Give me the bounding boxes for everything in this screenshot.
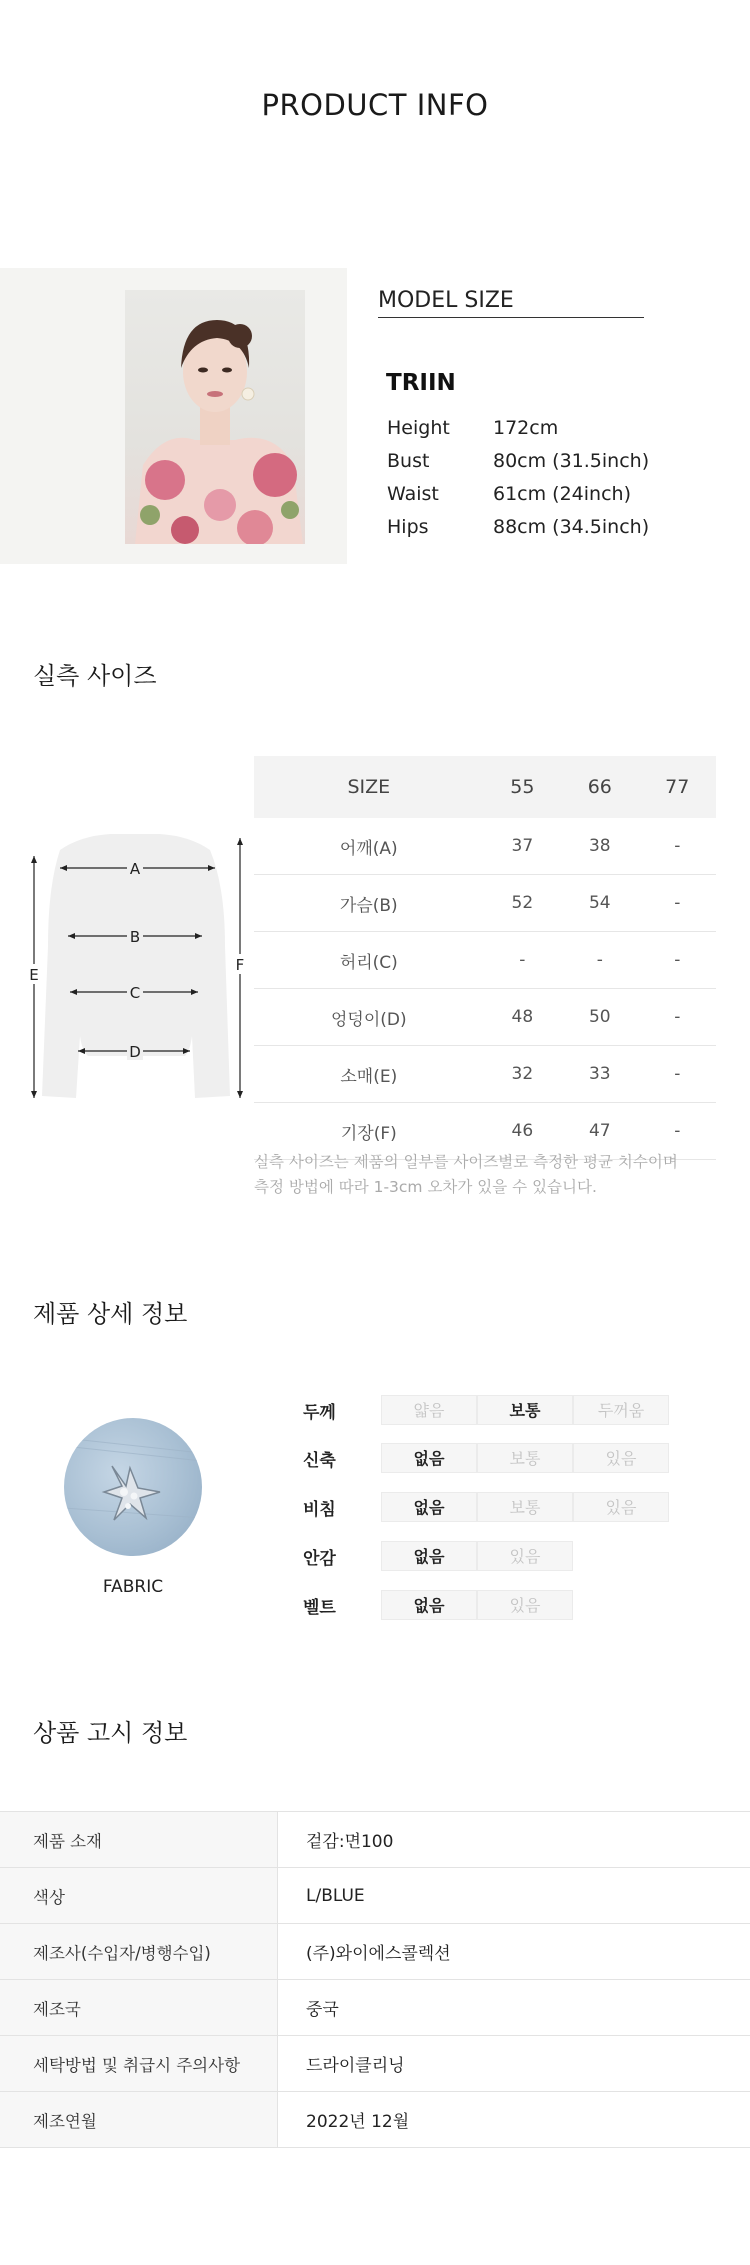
- detail-option-selected: 보통: [477, 1395, 573, 1425]
- size-cell: 38: [561, 818, 638, 875]
- model-row-value: 88cm (34.5inch): [493, 516, 650, 538]
- size-cell: 52: [484, 875, 561, 932]
- model-row-label: Bust: [387, 450, 430, 472]
- model-photo: [125, 290, 305, 544]
- detail-option: 보통: [477, 1492, 573, 1522]
- size-cell: -: [484, 932, 561, 989]
- size-cell: -: [639, 818, 716, 875]
- diagram-label-e: E: [29, 966, 39, 984]
- size-header-cell: 77: [639, 756, 716, 818]
- detail-row-thickness: [303, 1394, 669, 1426]
- size-note: [254, 1150, 724, 1200]
- diagram-label-d: D: [129, 1043, 141, 1061]
- size-row-label: 기장(F): [254, 1103, 484, 1160]
- detail-option: 있음: [573, 1443, 669, 1473]
- detail-label: 신축: [303, 1450, 336, 1471]
- detail-option-selected: 없음: [381, 1443, 477, 1473]
- detail-option-selected: 없음: [381, 1492, 477, 1522]
- diagram-label-b: B: [129, 928, 141, 946]
- notice-section-title: 상품 고시 정보: [33, 1719, 188, 1747]
- size-row-label: 소매(E): [254, 1046, 484, 1103]
- size-row-label: 가슴(B): [254, 875, 484, 932]
- table-row: [254, 1046, 716, 1103]
- size-header-cell: 66: [561, 756, 638, 818]
- size-cell: -: [639, 989, 716, 1046]
- size-cell: -: [639, 875, 716, 932]
- fabric-swatch-image: [64, 1418, 202, 1556]
- size-cell: 33: [561, 1046, 638, 1103]
- size-table: [254, 756, 716, 1160]
- model-measurements: [387, 412, 649, 544]
- notice-key: 제조국: [0, 1980, 278, 2036]
- detail-option-selected: 없음: [381, 1590, 477, 1620]
- detail-option: 보통: [477, 1443, 573, 1473]
- detail-label: 두께: [303, 1402, 336, 1423]
- detail-option: 얇음: [381, 1395, 477, 1425]
- size-cell: -: [639, 932, 716, 989]
- notice-key: 세탁방법 및 취급시 주의사항: [0, 2036, 278, 2092]
- table-row: [0, 2092, 750, 2148]
- size-cell: -: [561, 932, 638, 989]
- model-row-height: [387, 412, 649, 445]
- model-row-value: 172cm: [493, 417, 559, 439]
- detail-label: 비침: [303, 1499, 336, 1520]
- size-cell: 37: [484, 818, 561, 875]
- size-cell: -: [639, 1046, 716, 1103]
- size-cell: -: [639, 1103, 716, 1160]
- notice-value: (주)와이에스콜렉션: [278, 1924, 750, 1980]
- size-cell: 32: [484, 1046, 561, 1103]
- size-cell: 46: [484, 1103, 561, 1160]
- notice-key: 제조연월: [0, 2092, 278, 2148]
- size-cell: 47: [561, 1103, 638, 1160]
- table-row: [0, 1980, 750, 2036]
- detail-label: 안감: [303, 1548, 336, 1569]
- model-row-bust: [387, 445, 649, 478]
- size-cell: 54: [561, 875, 638, 932]
- table-row: [254, 989, 716, 1046]
- detail-label: 벨트: [303, 1597, 336, 1618]
- detail-option: 있음: [477, 1541, 573, 1571]
- notice-key: 색상: [0, 1868, 278, 1924]
- model-row-label: Hips: [387, 516, 429, 538]
- notice-value: 중국: [278, 1980, 750, 2036]
- detail-option: 있음: [573, 1492, 669, 1522]
- detail-row-belt: [303, 1589, 573, 1621]
- size-cell: 50: [561, 989, 638, 1046]
- model-size-title: MODEL SIZE: [378, 288, 644, 318]
- model-row-waist: [387, 478, 649, 511]
- detail-row-sheer: [303, 1491, 669, 1523]
- diagram-label-a: A: [129, 860, 141, 878]
- detail-option: 있음: [477, 1590, 573, 1620]
- table-row: [0, 1924, 750, 1980]
- table-row: [254, 875, 716, 932]
- garment-diagram: [20, 826, 250, 1116]
- model-row-hips: [387, 511, 649, 544]
- model-name: TRIIN: [386, 370, 456, 396]
- detail-option-selected: 없음: [381, 1541, 477, 1571]
- detail-option: 두꺼움: [573, 1395, 669, 1425]
- fabric-label: FABRIC: [102, 1577, 164, 1597]
- size-header-cell: SIZE: [254, 756, 484, 818]
- table-row: [254, 818, 716, 875]
- size-row-label: 어깨(A): [254, 818, 484, 875]
- notice-key: 제품 소재: [0, 1812, 278, 1868]
- detail-row-lining: [303, 1540, 573, 1572]
- diagram-label-f: F: [235, 956, 245, 974]
- size-row-label: 엉덩이(D): [254, 989, 484, 1046]
- table-row: [0, 1812, 750, 1868]
- size-header-cell: 55: [484, 756, 561, 818]
- table-row: [0, 2036, 750, 2092]
- size-note-line: 실측 사이즈는 제품의 일부를 사이즈별로 측정한 평균 치수이며: [254, 1153, 678, 1171]
- size-note-line: 측정 방법에 따라 1-3cm 오차가 있을 수 있습니다.: [254, 1178, 597, 1196]
- notice-value: 겉감:면100: [278, 1812, 750, 1868]
- size-row-label: 허리(C): [254, 932, 484, 989]
- model-row-value: 61cm (24inch): [493, 483, 631, 505]
- notice-key: 제조사(수입자/병행수입): [0, 1924, 278, 1980]
- size-section-title: 실측 사이즈: [33, 662, 157, 690]
- notice-value: L/BLUE: [278, 1868, 750, 1924]
- table-row: [254, 932, 716, 989]
- detail-section-title: 제품 상세 정보: [33, 1300, 188, 1328]
- model-row-label: Waist: [387, 483, 439, 505]
- notice-table: [0, 1811, 750, 2148]
- page-title: PRODUCT INFO: [261, 88, 489, 122]
- size-table-header: [254, 756, 716, 818]
- model-row-value: 80cm (31.5inch): [493, 450, 650, 472]
- model-row-label: Height: [387, 417, 450, 439]
- detail-row-stretch: [303, 1442, 669, 1474]
- diagram-label-c: C: [129, 984, 141, 1002]
- size-cell: 48: [484, 989, 561, 1046]
- notice-value: 드라이클리닝: [278, 2036, 750, 2092]
- table-row: [0, 1868, 750, 1924]
- notice-value: 2022년 12월: [278, 2092, 750, 2148]
